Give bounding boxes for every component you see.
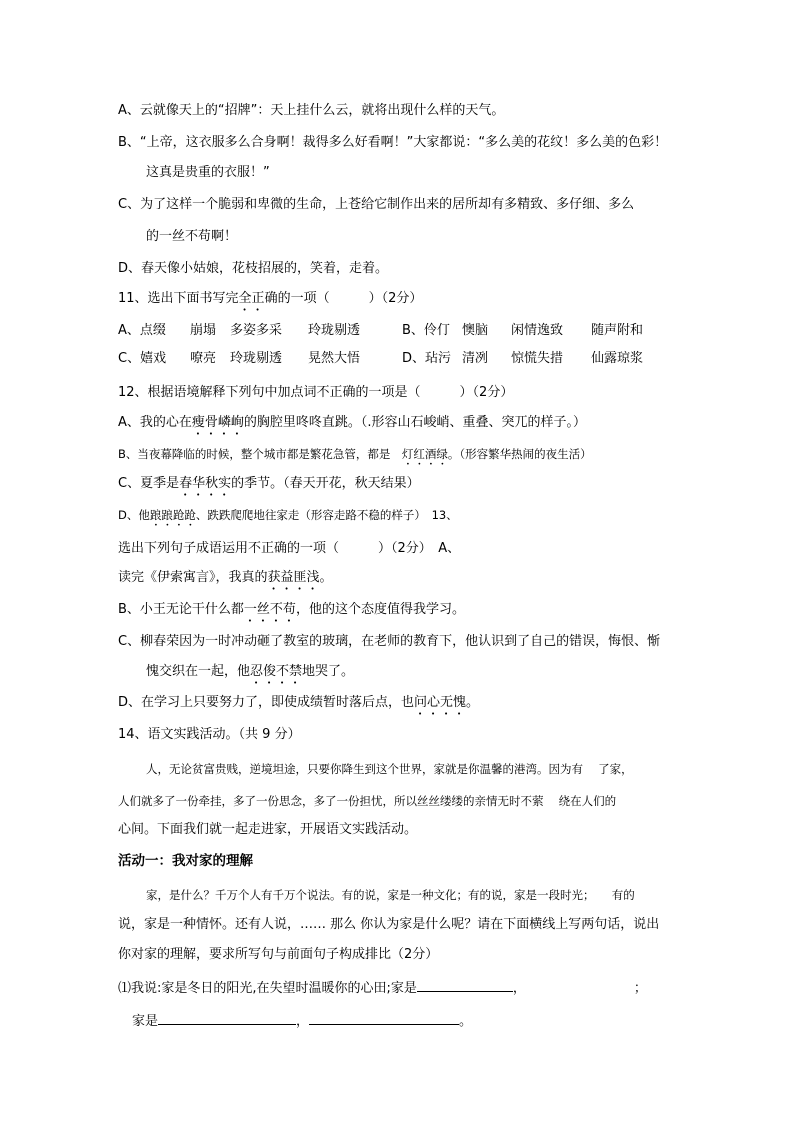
q14-paragraph-line3: 心间。下面我们就一起走进家，开展语文实践活动。 (118, 822, 418, 837)
q11-c-word3: 玲珑剔透 (230, 351, 283, 366)
q14-paragraph-line2: 人们就多了一份牵挂，多了一份思念，多了一份担忧，所以丝丝缕缕的亲情无时不萦 绕在人们的 (118, 794, 617, 808)
q12-option-c: C、夏季是春华秋实的季节。（春天开花，秋天结果） (118, 476, 420, 491)
q12-option-d: D、他踉踉跄跄、跌跌爬爬地往家走（形容走路不稳的样子） 13、 (118, 508, 458, 522)
q12-b-emphasis: 灯红酒绿 (401, 447, 448, 461)
q11-d-word3: 惊慌失措 (511, 351, 564, 366)
activity-one-line1: 家，是什么？千万个人有千万个说法。有的说，家是一种文化；有的说，家是一段时光； 有的 (146, 888, 635, 902)
q12-option-b: B、当夜幕降临的时候，整个城市都是繁花急管，都是 灯红酒绿。（形容繁华热闹的夜生活） (118, 447, 592, 461)
q11-a-word3: 多姿多采 (230, 323, 283, 338)
q13-stem: 选出下列句子成语运用不正确的一项（ ）（2分） A、 (118, 541, 461, 556)
q14-stem: 14、语文实践活动。（共 9 分） (118, 727, 301, 742)
q11-d-word1: D、玷污 (402, 351, 452, 366)
q12-a-emphasis: 瘦骨嶙峋 (191, 415, 244, 430)
q11-stem-emphasis: 全正 (238, 291, 265, 306)
q11-a-word4: 玲珑剔透 (308, 323, 361, 338)
q12-d-emphasis: 踉踉跄跄 (149, 508, 196, 522)
q11-b-word1: B、伶仃 (402, 323, 450, 338)
fill-line-1: ⑴我说:家是冬日的阳光,在失望时温暖你的心田;家是 ， ； (118, 981, 647, 996)
q12-c-emphasis: 春华秋实 (179, 476, 232, 491)
q10-option-b-line1: B、“上帝，这衣服多么合身啊！裁得多么好看啊！”大家都说：“多么美的花纹！多么美的色彩！ (118, 135, 668, 150)
q11-d-word4: 仙露琼浆 (591, 351, 644, 366)
q10-option-c-line1: C、为了这样一个脆弱和卑微的生命，上苍给它制作出来的居所却有多精致、多仔细、多么 (118, 197, 635, 212)
q11-b-word2: 懊脑 (462, 323, 489, 338)
q11-row-ab (118, 323, 643, 339)
activity-one-line2: 说，家是一种情怀。还有人说，…… 那么 你认为家是什么呢？请在下面横线上写两句话，说出 (118, 917, 660, 932)
answer-blank-3[interactable] (158, 1012, 296, 1025)
q13-option-b: B、小王无论干什么都一丝不苟，他的这个态度值得我学习。 (118, 602, 465, 617)
q12-stem: 12、根据语境解释下列句中加点词不正确的一项是（ ）（2分） (118, 385, 514, 400)
q11-c-word4: 晃然大悟 (308, 351, 361, 366)
answer-blank-4[interactable] (309, 1012, 459, 1025)
q13-option-d: D、在学习上只要努力了，即使成绩暂时落后点，也问心无愧。 (118, 695, 480, 710)
q14-paragraph-line1: 人，无论贫富贵贱，逆境坦途，只要你降生到这个世界，家就是你温馨的港湾。因为有 了家， (146, 762, 633, 776)
answer-blank-1[interactable] (417, 979, 513, 992)
q11-row-cd (118, 351, 643, 367)
q10-option-b-line2: 这真是贵重的衣服！” (146, 165, 270, 180)
q11-c-word2: 嘹亮 (190, 351, 217, 366)
activity-one-title: 活动一：我对家的理解 (118, 853, 253, 869)
q10-option-a: A、云就像天上的“招牌”：天上挂什么云，就将出现什么样的天气。 (118, 103, 505, 118)
q13-option-c-line2: 愧交织在一起，他忍俊不禁地哭了。 (146, 664, 355, 679)
answer-blank-2[interactable] (526, 979, 634, 992)
q12-option-a: A、我的心在瘦骨嶙峋的胸腔里咚咚直跳。（.形容山石峻峭、重叠、突兀的样子。） (118, 415, 587, 430)
q11-a-word1: A、点缀 (118, 323, 166, 338)
q11-d-word2: 清冽 (462, 351, 489, 366)
q11-stem: 11、选出下面书写完全正确的一项（ ）（2分） (118, 291, 423, 306)
q13-b-emphasis: 一丝不苟 (243, 602, 296, 617)
q13-option-c-line1: C、柳春荣因为一时冲动砸了教室的玻璃，在老师的教育下，他认识到了自己的错误，悔恨、惭 (118, 634, 661, 649)
fill-line-2: 家是 ， 。 (132, 1014, 473, 1029)
q10-option-d: D、春天像小姑娘，花枝招展的，笑着，走着。 (118, 261, 389, 276)
q13-option-a: 读完《伊索寓言》，我真的获益匪浅。 (118, 570, 333, 585)
activity-one-line3: 你对家的理解，要求所写句与前面句子构成排比（2分） (118, 947, 439, 962)
q11-b-word4: 随声附和 (591, 323, 644, 338)
q11-a-word2: 崩塌 (190, 323, 217, 338)
q10-option-c-line2: 的一丝不苟啊！ (146, 229, 238, 244)
q11-b-word3: 闲情逸致 (511, 323, 564, 338)
q13-a-emphasis: 获益匪浅 (267, 570, 320, 585)
q13-c-emphasis: 忍俊不禁 (250, 664, 303, 679)
q11-c-word1: C、嬉戏 (118, 351, 167, 366)
q13-d-emphasis: 问心无愧 (414, 695, 467, 710)
